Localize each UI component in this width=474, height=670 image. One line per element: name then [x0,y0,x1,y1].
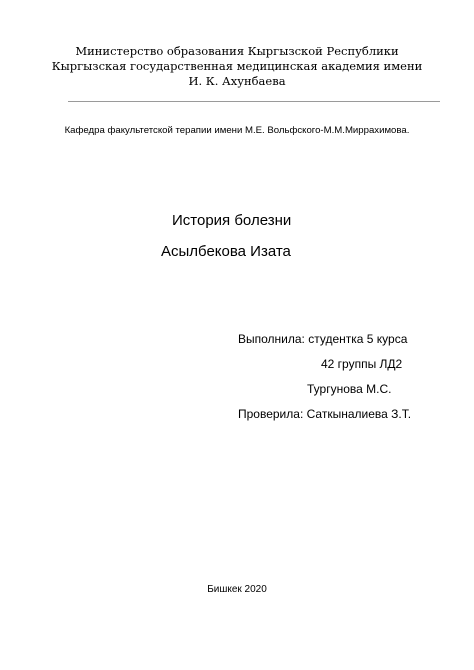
place-year: Бишкек 2020 [207,584,267,595]
student-name-line: Тургунова М.С. [307,382,392,396]
academy-line: Кыргызская государственная медицинская академия имени [51,59,423,73]
document-title: История болезни [172,212,292,229]
patient-name: Асылбекова Изата [161,243,291,260]
institution-header [0,44,474,89]
department-line: Кафедра факультетской терапии имени М.Е. Вольфского-М.М.Миррахимова. [64,125,410,136]
checked-by-line: Проверила: Саткыналиева З.Т. [238,407,412,421]
academy-name-line: И. К. Ахунбаева [188,74,286,88]
header-divider [68,101,440,102]
performed-by-line: Выполнила: студентка 5 курса [238,332,408,346]
ministry-line: Министерство образования Кыргызской Республики [75,44,399,58]
group-line: 42 группы ЛД2 [321,357,403,371]
